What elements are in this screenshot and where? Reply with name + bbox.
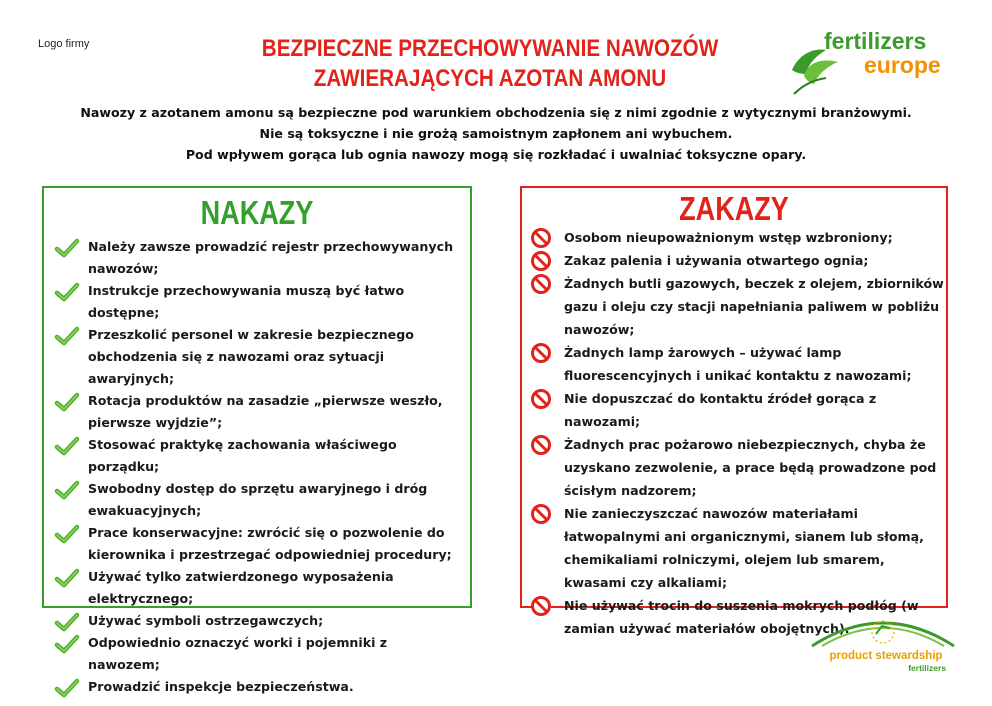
title-line-1: BEZPIECZNE PRZECHOWYWANIE NAWOZÓW bbox=[261, 35, 719, 62]
zakazy-item-text: Nie używać trocin do suszenia mokrych podłóg (w zamian używać materiałów obojętnych). bbox=[564, 598, 919, 636]
nakazy-item-text: Odpowiednio oznaczyć worki i pojemniki z nawozem; bbox=[88, 635, 388, 672]
checkmark-icon bbox=[54, 611, 80, 633]
nakazy-item bbox=[54, 390, 458, 434]
zakazy-item-text: Nie dopuszczać do kontaktu źródeł gorąca z nawozami; bbox=[564, 391, 877, 429]
nakazy-item bbox=[54, 434, 458, 478]
zakazy-item bbox=[530, 249, 949, 272]
nakazy-item bbox=[54, 610, 458, 632]
stewardship-arc-icon bbox=[808, 606, 958, 656]
zakazy-heading: ZAKAZY bbox=[679, 190, 789, 227]
brand-word-fertilizers: fertilizers bbox=[824, 28, 927, 54]
checkmark-icon bbox=[54, 435, 80, 457]
nakazy-list bbox=[54, 236, 470, 698]
nakazy-item bbox=[54, 280, 458, 324]
checkmark-icon bbox=[54, 523, 80, 545]
nakazy-item bbox=[54, 522, 458, 566]
zakazy-item bbox=[530, 226, 949, 249]
zakazy-item bbox=[530, 272, 949, 341]
nakazy-item-text: Używać symboli ostrzegawczych; bbox=[88, 613, 324, 628]
zakazy-panel bbox=[520, 186, 948, 636]
company-logo-placeholder: Logo firmy bbox=[38, 38, 90, 50]
prohibited-icon bbox=[530, 595, 556, 617]
zakazy-item-text: Nie zanieczyszczać nawozów materiałami łatwopalnymi ani organicznymi, sianem lub słomą, chemikaliami rolniczymi, olejem lub smarem, kwasami czy alkaliami; bbox=[564, 506, 924, 590]
fertilizers-europe-logo bbox=[786, 26, 966, 98]
checkmark-icon bbox=[54, 281, 80, 303]
zakazy-item-text: Osobom nieupoważnionym wstęp wzbroniony; bbox=[564, 230, 893, 245]
zakazy-item bbox=[530, 433, 949, 502]
zakazy-list bbox=[530, 226, 946, 640]
zakazy-item bbox=[530, 387, 949, 433]
product-stewardship-logo bbox=[808, 606, 958, 676]
prohibited-icon bbox=[530, 227, 556, 249]
zakazy-item bbox=[530, 502, 949, 594]
checkmark-icon bbox=[54, 237, 80, 259]
prohibited-icon bbox=[530, 273, 556, 295]
nakazy-panel bbox=[42, 186, 472, 694]
nakazy-item-text: Prowadzić inspekcje bezpieczeństwa. bbox=[88, 679, 354, 694]
prohibited-icon bbox=[530, 388, 556, 410]
nakazy-item-text: Stosować praktykę zachowania właściwego porządku; bbox=[88, 437, 397, 474]
nakazy-item bbox=[54, 566, 458, 610]
nakazy-item-text: Należy zawsze prowadzić rejestr przechowywanych nawozów; bbox=[88, 239, 454, 276]
checkmark-icon bbox=[54, 567, 80, 589]
nakazy-item-text: Rotacja produktów na zasadzie „pierwsze weszło, pierwsze wyjdzie”; bbox=[88, 393, 443, 430]
zakazy-item-text: Zakaz palenia i używania otwartego ognia; bbox=[564, 253, 869, 268]
title-line-2: ZAWIERAJĄCYCH AZOTAN AMONU bbox=[313, 65, 667, 92]
checkmark-icon bbox=[54, 479, 80, 501]
nakazy-item bbox=[54, 324, 458, 390]
brand-word-europe: europe bbox=[864, 52, 941, 78]
nakazy-item bbox=[54, 478, 458, 522]
nakazy-item-text: Prace konserwacyjne: zwrócić się o pozwolenie do kierownika i przestrzegać odpowiedniej procedury; bbox=[88, 525, 452, 562]
nakazy-heading: NAKAZY bbox=[200, 194, 314, 231]
nakazy-item bbox=[54, 632, 458, 676]
zakazy-item bbox=[530, 341, 949, 387]
nakazy-item bbox=[54, 676, 458, 698]
intro-line-2: Nie są toksyczne i nie grożą samoistnym zapłonem ani wybuchem. bbox=[259, 126, 733, 141]
page-title bbox=[258, 34, 722, 94]
prohibited-icon bbox=[530, 342, 556, 364]
prohibited-icon bbox=[530, 434, 556, 456]
prohibited-icon bbox=[530, 503, 556, 525]
nakazy-item-text: Przeszkolić personel w zakresie bezpiecznego obchodzenia się z nawozami oraz sytuacji awaryjnych; bbox=[88, 327, 414, 386]
checkmark-icon bbox=[54, 677, 80, 699]
checkmark-icon bbox=[54, 391, 80, 413]
product-stewardship-sub: fertilizers bbox=[908, 663, 946, 673]
zakazy-item-text: Żadnych lamp żarowych – używać lamp fluorescencyjnych i unikać kontaktu z nawozami; bbox=[564, 345, 912, 383]
checkmark-icon bbox=[54, 633, 80, 655]
intro-line-1: Nawozy z azotanem amonu są bezpieczne pod warunkiem obchodzenia się z nimi zgodnie z wytycznymi branżowymi. bbox=[80, 105, 912, 120]
nakazy-item-text: Używać tylko zatwierdzonego wyposażenia elektrycznego; bbox=[88, 569, 394, 606]
checkmark-icon bbox=[54, 325, 80, 347]
product-stewardship-text: product stewardship bbox=[829, 650, 943, 662]
zakazy-item-text: Żadnych butli gazowych, beczek z olejem, zbiorników gazu i oleju czy stacji napełniania paliwem w pobliżu nawozów; bbox=[564, 276, 944, 337]
nakazy-item-text: Swobodny dostęp do sprzętu awaryjnego i dróg ewakuacyjnych; bbox=[88, 481, 428, 518]
nakazy-item-text: Instrukcje przechowywania muszą być łatwo dostępne; bbox=[88, 283, 405, 320]
intro-line-3: Pod wpływem gorąca lub ognia nawozy mogą się rozkładać i uwalniać toksyczne opary. bbox=[185, 147, 807, 162]
prohibited-icon bbox=[530, 250, 556, 272]
intro-text bbox=[60, 102, 932, 165]
zakazy-item-text: Żadnych prac pożarowo niebezpiecznych, chyba że uzyskano zezwolenie, a prace będą prowadzone pod ścisłym nadzorem; bbox=[564, 437, 937, 498]
nakazy-item bbox=[54, 236, 458, 280]
